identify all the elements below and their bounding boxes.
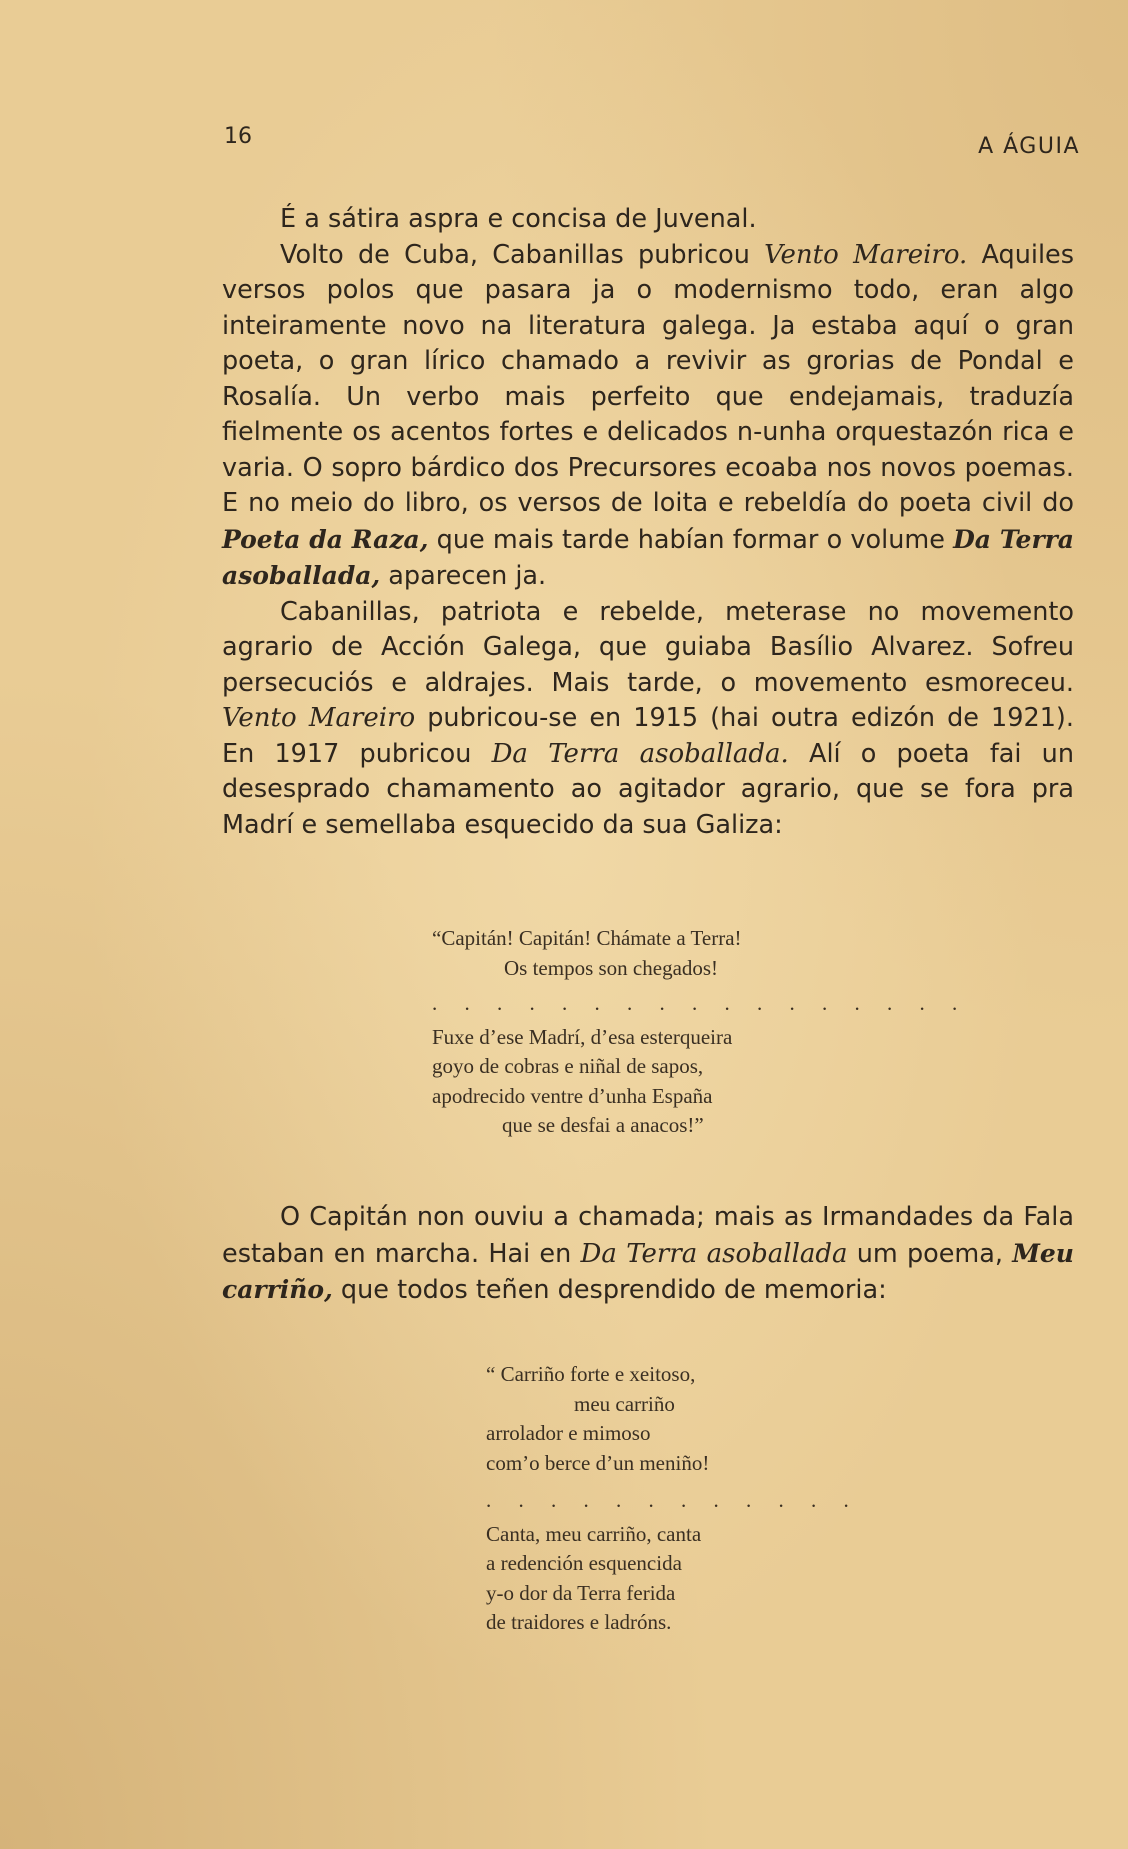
poem-line: arrolador e mimoso [486,1421,651,1445]
paragraph-juvenal: É a sátira aspra e concisa de Juvenal. [280,204,757,234]
book-title-da-terra-asoballada: Da Terra asoballada. [491,738,789,769]
text-run: O Capitán non ouviu a chamada; mais as Irmandades da Fala estaban en marcha. Hai en [222,1202,1074,1269]
book-title-poeta-da-raza: Poeta da Raza, [222,524,429,554]
running-header-title: A ÁGUIA [978,134,1080,159]
poem-line: goyo de cobras e niñal de sapos, [432,1054,704,1078]
paragraph-vento-mareiro [222,238,1074,595]
poem-line: Canta, meu carriño, canta [486,1521,702,1546]
poem-line: Os tempos son chegados! [504,955,719,980]
poem-title-meu-carrino: Meu carriño, [222,1238,1074,1304]
poem-line: Fuxe d’ese Madrí, d’esa esterqueira [432,1024,733,1049]
poem-line: de traidores e ladróns. [486,1610,672,1634]
page-number: 16 [224,124,252,149]
text-run: Aquiles versos polos que pasara ja o modernismo todo, eran algo inteiramente novo na literatura galega. Ja estaba aquí o gran poeta, o gran lírico chamado a revivir as grorias de Pondal e Rosalía. Un verbo mais perfeito que endejamais, traduzía fielmente os acentos fortes e delicados n-unha orquestazón rica e varia. O sopro bárdico dos Precursores ecoaba nos novos poemas. E no meio do libro, os versos de loita e rebeldía do poeta civil do [222,239,1074,518]
poem-line: apodrecido ventre d’unha España [432,1083,713,1108]
paragraph-accion-galega [222,595,1074,844]
text-run: Alí o poeta fai un desesprado chamamento ao agitador agrario, que se fora pra Madrí e semellaba esquecido da sua Galiza: [222,738,1074,840]
paragraph-meu-carrino [222,1200,1074,1309]
poem-line: “Capitán! Capitán! Chámate a Terra! [432,926,742,950]
poem-line: y-o dor da Terra ferida [486,1580,676,1605]
book-title-vento-mareiro: Vento Mareiro [222,703,416,733]
text-run: que mais tarde habían formar o volume [428,524,954,555]
text-run: que todos teñen desprendido de memoria: [332,1275,887,1305]
poem-quote-meu-carrino [486,1360,860,1638]
poem-line: a redención esquencida [486,1551,682,1575]
poem-line: com’o berce d’un meniño! [486,1450,710,1475]
poem-ellipsis: . . . . . . . . . . . . [486,1488,860,1512]
text-run: pubricou-se en 1915 (hai outra edizón de 1921). En 1917 pubricou [222,703,1074,769]
book-title-da-terra-asoballada: Da Terra asoballada, [222,524,1075,590]
book-title-da-terra-asoballada: Da Terra asoballada [580,1238,848,1269]
poem-quote-capitan [432,924,968,1141]
text-run: um poema, [847,1238,1013,1269]
poem-line: que se desfai a anacos!” [502,1113,704,1137]
body-section-2 [222,1200,1074,1309]
text-run: Cabanillas, patriota e rebelde, meterase no movemento agrario de Acción Galega, que guiaba Basílio Alvarez. Sofreu persecuciós e aldrajes. Mais tarde, o movemento esmoreceu. [222,596,1074,698]
poem-line: “ Carriño forte e xeitoso, [486,1362,696,1386]
body-section-1 [222,202,1074,843]
text-run: Volto de Cuba, Cabanillas pubricou [280,239,765,270]
poem-ellipsis: . . . . . . . . . . . . . . . . . [432,991,969,1015]
poem-line: meu carriño [574,1391,675,1416]
book-title-vento-mareiro: Vento Mareiro. [764,239,968,270]
text-run: aparecen ja. [380,561,547,591]
